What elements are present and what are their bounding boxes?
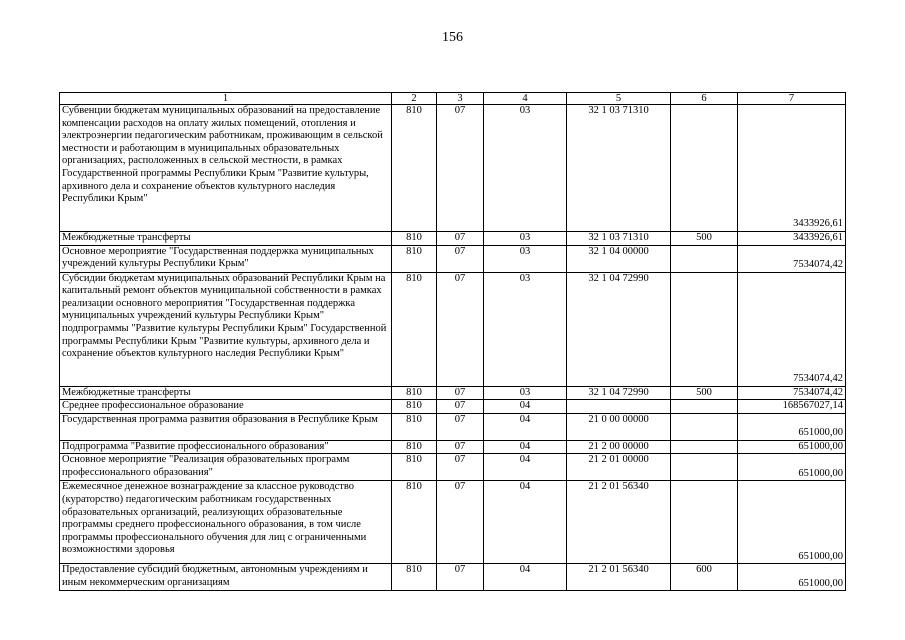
row-pr: 04 xyxy=(484,400,567,414)
row-csr: 21 2 01 56340 xyxy=(567,564,671,591)
header-cell: 1 xyxy=(60,93,392,105)
row-ved: 810 xyxy=(392,413,437,440)
row-vr: 500 xyxy=(671,386,738,400)
header-cell: 6 xyxy=(671,93,738,105)
row-csr: 21 2 01 00000 xyxy=(567,454,671,481)
row-vr: 500 xyxy=(671,232,738,246)
table-row xyxy=(60,272,846,386)
row-pr: 03 xyxy=(484,232,567,246)
budget-table-body xyxy=(60,93,846,591)
header-cell: 4 xyxy=(484,93,567,105)
row-sum: 168567027,14 xyxy=(738,400,846,414)
row-csr: 32 1 03 71310 xyxy=(567,232,671,246)
row-sum: 651000,00 xyxy=(738,413,846,440)
row-pr: 04 xyxy=(484,413,567,440)
table-row xyxy=(60,454,846,481)
row-rz: 07 xyxy=(437,454,484,481)
row-pr: 04 xyxy=(484,454,567,481)
table-row xyxy=(60,413,846,440)
row-ved: 810 xyxy=(392,232,437,246)
row-name: Ежемесячное денежное вознаграждение за классное руководство (кураторство) педагогическим работникам государственных образовательных организаций, реализующих образовательные программы среднего профессионального образования, в том числе программы профессионального обучения для лиц с ограниченными возможностями здоровья xyxy=(60,481,392,564)
row-rz: 07 xyxy=(437,245,484,272)
row-vr xyxy=(671,105,738,232)
row-sum: 3433926,61 xyxy=(738,232,846,246)
row-ved: 810 xyxy=(392,564,437,591)
row-rz: 07 xyxy=(437,232,484,246)
budget-table xyxy=(59,92,846,591)
row-pr: 03 xyxy=(484,245,567,272)
row-rz: 07 xyxy=(437,440,484,454)
row-csr: 32 1 04 00000 xyxy=(567,245,671,272)
row-rz: 07 xyxy=(437,272,484,386)
row-sum: 651000,00 xyxy=(738,454,846,481)
row-ved: 810 xyxy=(392,245,437,272)
row-pr: 03 xyxy=(484,386,567,400)
row-csr: 32 1 04 72990 xyxy=(567,386,671,400)
row-rz: 07 xyxy=(437,481,484,564)
row-sum: 7534074,42 xyxy=(738,386,846,400)
row-rz: 07 xyxy=(437,386,484,400)
row-ved: 810 xyxy=(392,400,437,414)
row-rz: 07 xyxy=(437,564,484,591)
header-cell: 3 xyxy=(437,93,484,105)
row-ved: 810 xyxy=(392,272,437,386)
row-name: Предоставление субсидий бюджетным, автономным учреждениям и иным некоммерческим организациям xyxy=(60,564,392,591)
row-pr: 04 xyxy=(484,440,567,454)
row-sum: 3433926,61 xyxy=(738,105,846,232)
row-rz: 07 xyxy=(437,105,484,232)
row-vr xyxy=(671,400,738,414)
table-row xyxy=(60,481,846,564)
row-name: Межбюджетные трансферты xyxy=(60,386,392,400)
row-name: Субвенции бюджетам муниципальных образований на предоставление компенсации расходов на оплату жилых помещений, отопления и электроэнергии педагогическим работникам, проживающим в сельской местности и работающим в муниципальных образовательных организациях, расположенных в сельской местности, в рамках Государственной программы Республики Крым "Развитие культуры, архивного дела и сохранение объектов культурного наследия Республики Крым" xyxy=(60,105,392,232)
row-rz: 07 xyxy=(437,413,484,440)
row-ved: 810 xyxy=(392,105,437,232)
row-name: Подпрограмма "Развитие профессионального образования" xyxy=(60,440,392,454)
row-vr xyxy=(671,481,738,564)
row-pr: 04 xyxy=(484,564,567,591)
row-vr xyxy=(671,272,738,386)
row-vr xyxy=(671,245,738,272)
row-ved: 810 xyxy=(392,481,437,564)
row-name: Государственная программа развития образования в Республике Крым xyxy=(60,413,392,440)
row-csr xyxy=(567,400,671,414)
row-vr xyxy=(671,413,738,440)
row-pr: 03 xyxy=(484,272,567,386)
table-row xyxy=(60,105,846,232)
row-rz: 07 xyxy=(437,400,484,414)
row-name: Основное мероприятие "Реализация образовательных программ профессионального образования" xyxy=(60,454,392,481)
row-sum: 651000,00 xyxy=(738,564,846,591)
row-name: Межбюджетные трансферты xyxy=(60,232,392,246)
row-sum: 7534074,42 xyxy=(738,272,846,386)
table-row xyxy=(60,245,846,272)
table-row xyxy=(60,400,846,414)
row-sum: 651000,00 xyxy=(738,440,846,454)
row-vr xyxy=(671,440,738,454)
table-row xyxy=(60,564,846,591)
page-number: 156 xyxy=(442,30,463,45)
row-csr: 32 1 03 71310 xyxy=(567,105,671,232)
row-ved: 810 xyxy=(392,454,437,481)
row-pr: 04 xyxy=(484,481,567,564)
table-row xyxy=(60,386,846,400)
header-row xyxy=(60,93,846,105)
row-name: Среднее профессиональное образование xyxy=(60,400,392,414)
row-pr: 03 xyxy=(484,105,567,232)
row-ved: 810 xyxy=(392,386,437,400)
row-ved: 810 xyxy=(392,440,437,454)
row-vr xyxy=(671,454,738,481)
table-row xyxy=(60,440,846,454)
row-csr: 21 2 01 56340 xyxy=(567,481,671,564)
row-csr: 21 2 00 00000 xyxy=(567,440,671,454)
header-cell: 5 xyxy=(567,93,671,105)
row-csr: 32 1 04 72990 xyxy=(567,272,671,386)
header-cell: 7 xyxy=(738,93,846,105)
row-csr: 21 0 00 00000 xyxy=(567,413,671,440)
row-sum: 651000,00 xyxy=(738,481,846,564)
header-cell: 2 xyxy=(392,93,437,105)
row-name: Субсидии бюджетам муниципальных образований Республики Крым на капитальный ремонт объектов муниципальной собственности в рамках реализации основного мероприятия "Государственная поддержка муниципальных учреждений культуры Республики Крым" подпрограммы "Развитие культуры Республики Крым" Государственной программы Республики Крым "Развитие культуры, архивного дела и сохранение объектов культурного наследия Республики Крым" xyxy=(60,272,392,386)
row-vr: 600 xyxy=(671,564,738,591)
row-name: Основное мероприятие "Государственная поддержка муниципальных учреждений культуры Республики Крым" xyxy=(60,245,392,272)
table-row xyxy=(60,232,846,246)
row-sum: 7534074,42 xyxy=(738,245,846,272)
